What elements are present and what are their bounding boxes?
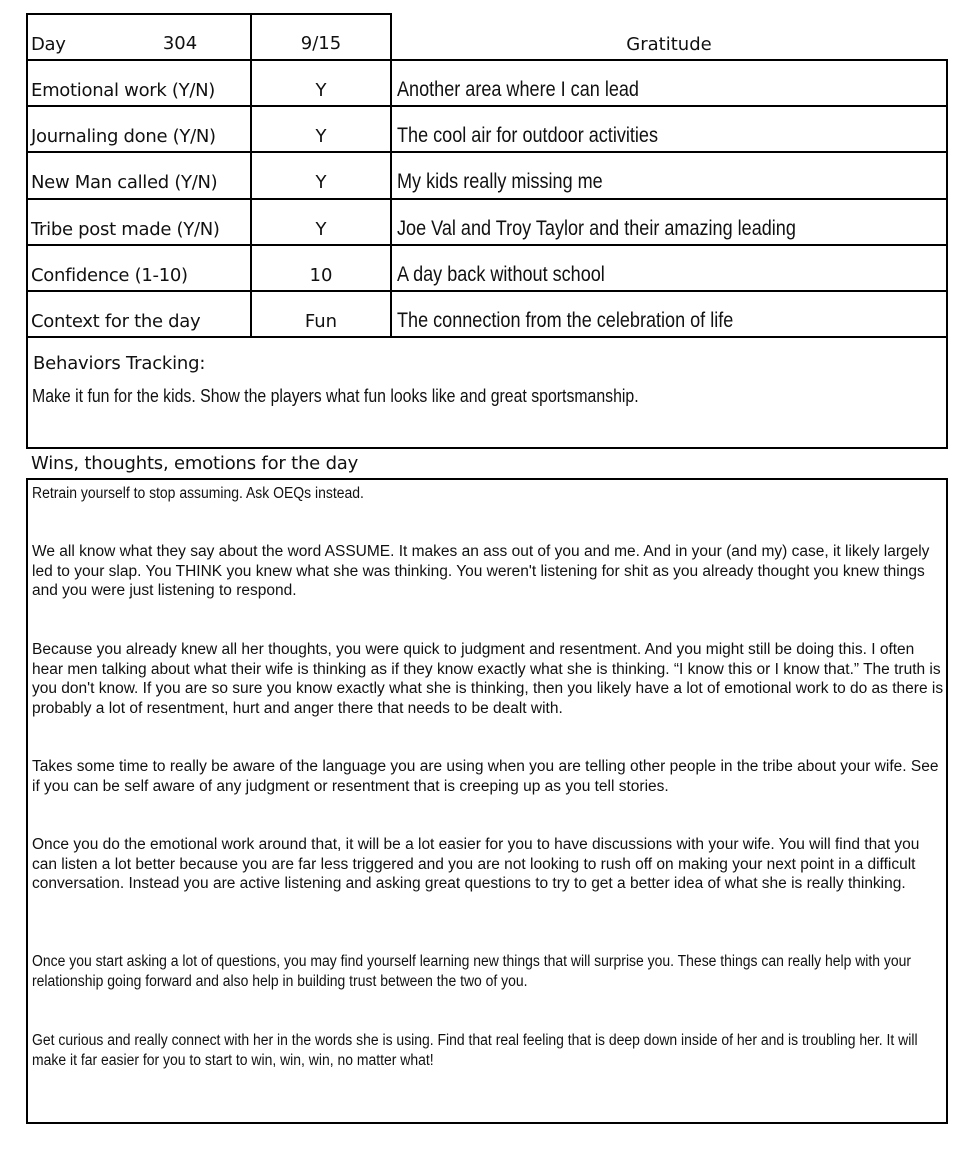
table-row-line — [26, 290, 948, 292]
row-label-confidence: Confidence (1-10) — [31, 265, 188, 286]
row-value-journaling: Y — [315, 126, 327, 147]
table-row-line — [26, 59, 948, 61]
table-col-divider — [390, 13, 392, 338]
wins-title: Wins, thoughts, emotions for the day — [31, 453, 359, 474]
table-border-left — [26, 13, 28, 449]
wins-box — [26, 478, 948, 1124]
wins-paragraph: Once you do the emotional work around that, it will be a lot easier for you to have discussions with your wife. You will find that you can listen a lot better because you are far less triggered and you are not looking to rush off on making your next point in a difficult conversation. Instead you are active listening and asking great questions to try to get a better idea of what she is really thinking. — [32, 836, 920, 892]
wins-paragraph: Takes some time to really be aware of the language you are using when you are telling other people in the tribe about your wife. See if you can be self aware of any judgment or resentment that is creeping up as you tell stories. — [32, 758, 939, 795]
gratitude-item: Joe Val and Troy Taylor and their amazing leading — [397, 217, 796, 240]
table-border-top — [26, 13, 392, 15]
wins-paragraph: Get curious and really connect with her in the words she is using. Find that real feeling that is deep down inside of her and is troubling her. It will make it far easier for you to start to win, win, win, no matter what! — [32, 1032, 918, 1069]
date-value: 9/15 — [300, 33, 342, 54]
table-row-line — [26, 198, 948, 200]
day-number: 304 — [162, 33, 198, 54]
behaviors-text: Make it fun for the kids. Show the players what fun looks like and great sportsmanship. — [32, 386, 639, 406]
day-label: Day — [31, 34, 66, 55]
row-value-emotional-work: Y — [315, 80, 327, 101]
gratitude-item: My kids really missing me — [397, 170, 603, 193]
wins-paragraph: Retrain yourself to stop assuming. Ask OEQs instead. — [32, 485, 364, 502]
row-label-emotional-work: Emotional work (Y/N) — [31, 80, 216, 101]
row-value-confidence: 10 — [309, 265, 333, 286]
row-value-tribe-post: Y — [315, 219, 327, 240]
gratitude-item: The connection from the celebration of life — [397, 309, 734, 332]
row-value-new-man-called: Y — [315, 172, 327, 193]
gratitude-item: Another area where I can lead — [397, 78, 639, 101]
row-label-context: Context for the day — [31, 311, 201, 332]
row-label-journaling: Journaling done (Y/N) — [31, 126, 216, 147]
wins-paragraph: Because you already knew all her thoughts, you were quick to judgment and resentment. And you might still be doing this. I often hear men talking about what their wife is thinking as if they know exactly what she is thinking. “I know this or I know that.” The truth is you don't know. If you are so sure you know exactly what she is thinking, then you likely have a lot of emotional work to do as there is probably a lot of resentment, hurt and anger there that needs to be dealt with. — [32, 641, 944, 717]
gratitude-item: The cool air for outdoor activities — [397, 124, 658, 147]
wins-paragraph: We all know what they say about the word ASSUME. It makes an ass out of you and me. And in your (and my) case, it likely largely led to your slap. You THINK you knew what she was thinking. You weren't listening for shit as you already thought you knew things and you were just listening to respond. — [32, 543, 930, 599]
behaviors-border-bottom — [26, 447, 948, 449]
row-value-context: Fun — [304, 311, 338, 332]
table-row-line — [26, 244, 948, 246]
table-row-line — [26, 151, 948, 153]
gratitude-header: Gratitude — [626, 34, 712, 55]
behaviors-title: Behaviors Tracking: — [33, 353, 206, 374]
gratitude-item: A day back without school — [397, 263, 605, 286]
row-label-new-man-called: New Man called (Y/N) — [31, 172, 218, 193]
row-label-tribe-post: Tribe post made (Y/N) — [31, 219, 220, 240]
table-border-right — [946, 59, 948, 449]
wins-paragraph: Once you start asking a lot of questions, you may find yourself learning new things that will surprise you. These things can really help with your relationship going forward and also help in building trust between the two of you. — [32, 953, 912, 990]
table-row-line — [26, 105, 948, 107]
table-row-line — [26, 336, 948, 338]
